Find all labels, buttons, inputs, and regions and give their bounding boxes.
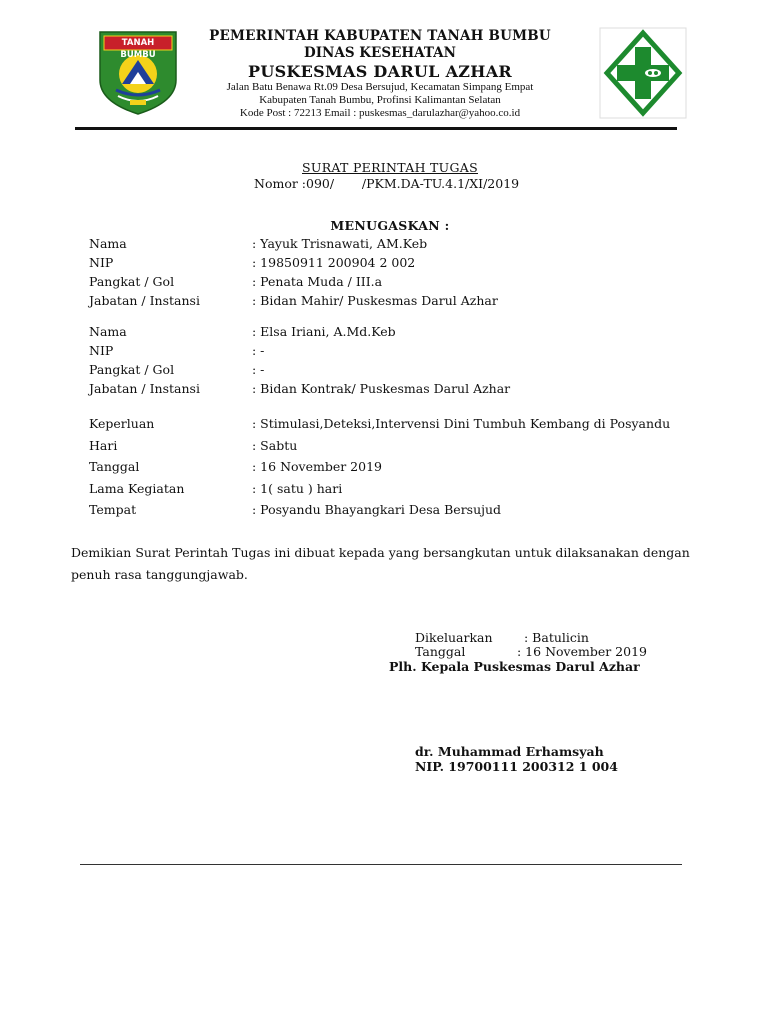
logo-label: TANAH BUMBU [120, 38, 156, 60]
field-value: : 1( satu ) hari [252, 481, 343, 496]
issued-place-value: : Batulicin [524, 630, 589, 645]
place-row [0, 502, 768, 520]
field-value: : Posyandu Bhayangkari Desa Bersujud [252, 502, 502, 517]
field-value: : Stimulasi,Deteksi,Intervensi Dini Tumbuh Kembang di Posyandu [252, 416, 671, 431]
field-value: : Penata Muda / III.a [252, 274, 383, 289]
field-value: : Bidan Kontrak/ Puskesmas Darul Azhar [252, 381, 511, 396]
field-label: NIP [89, 255, 114, 270]
header-divider [75, 127, 677, 130]
field-label: Nama [89, 236, 127, 251]
field-label: Tanggal [89, 459, 140, 474]
closing-line-1: Demikian Surat Perintah Tugas ini dibuat kepada yang bersangkutan untuk dilaksanakan dengan [71, 545, 690, 560]
signer-nip: NIP. 19700111 200312 1 004 [415, 759, 618, 774]
issued-place-label: Dikeluarkan [415, 630, 493, 645]
field-label: Lama Kegiatan [89, 481, 185, 496]
field-value: : 16 November 2019 [252, 459, 382, 474]
person2-rank-row [0, 362, 768, 380]
person2-position-row [0, 381, 768, 399]
signer-name: dr. Muhammad Erhamsyah [415, 744, 604, 759]
header-puskesmas: PUSKESMAS DARUL AZHAR [247, 62, 513, 81]
date-row [0, 459, 768, 477]
field-value: : Sabtu [252, 438, 298, 453]
header-address-1: Jalan Batu Benawa Rt.09 Desa Bersujud, Kecamatan Simpang Empat [226, 81, 534, 93]
person2-nip-row [0, 343, 768, 361]
field-value: : - [252, 343, 265, 358]
field-value: : 19850911 200904 2 002 [252, 255, 416, 270]
closing-line-2: penuh rasa tanggungjawab. [71, 567, 248, 582]
field-value: : Yayuk Trisnawati, AM.Keb [252, 236, 428, 251]
header-department: DINAS KESEHATAN [304, 45, 456, 61]
field-label: Hari [89, 438, 118, 453]
header-government: PEMERINTAH KABUPATEN TANAH BUMBU [209, 28, 551, 44]
header-address-2: Kabupaten Tanah Bumbu, Profinsi Kalimantan Selatan [259, 94, 501, 106]
signer-position: Plh. Kepala Puskesmas Darul Azhar [389, 659, 640, 674]
footer-divider [80, 864, 682, 865]
field-value: : Elsa Iriani, A.Md.Keb [252, 324, 396, 339]
tanah-bumbu-logo [96, 28, 180, 116]
person1-position-row [0, 293, 768, 311]
field-label: NIP [89, 343, 114, 358]
person1-name-row [0, 236, 768, 254]
puskesmas-logo [599, 27, 687, 119]
field-label: Pangkat / Gol [89, 362, 175, 377]
field-label: Keperluan [89, 416, 155, 431]
person1-nip-row [0, 255, 768, 273]
letter-number: Nomor :090/ /PKM.DA-TU.4.1/XI/2019 [254, 176, 520, 191]
issued-date-value: : 16 November 2019 [517, 644, 647, 659]
field-value: : - [252, 362, 265, 377]
header-address-3: Kode Post : 72213 Email : puskesmas_darulazhar@yahoo.co.id [239, 107, 521, 119]
person2-name-row [0, 324, 768, 342]
person1-rank-row [0, 274, 768, 292]
field-label: Jabatan / Instansi [89, 293, 200, 308]
field-label: Pangkat / Gol [89, 274, 175, 289]
purpose-row [0, 416, 768, 434]
duration-row [0, 481, 768, 499]
day-row [0, 438, 768, 456]
issued-date-label: Tanggal [415, 644, 466, 659]
field-label: Jabatan / Instansi [89, 381, 200, 396]
field-label: Tempat [89, 502, 137, 517]
field-label: Nama [89, 324, 127, 339]
field-value: : Bidan Mahir/ Puskesmas Darul Azhar [252, 293, 498, 308]
letter-title: SURAT PERINTAH TUGAS [302, 160, 478, 175]
assignment-heading: MENUGASKAN : [330, 218, 450, 233]
